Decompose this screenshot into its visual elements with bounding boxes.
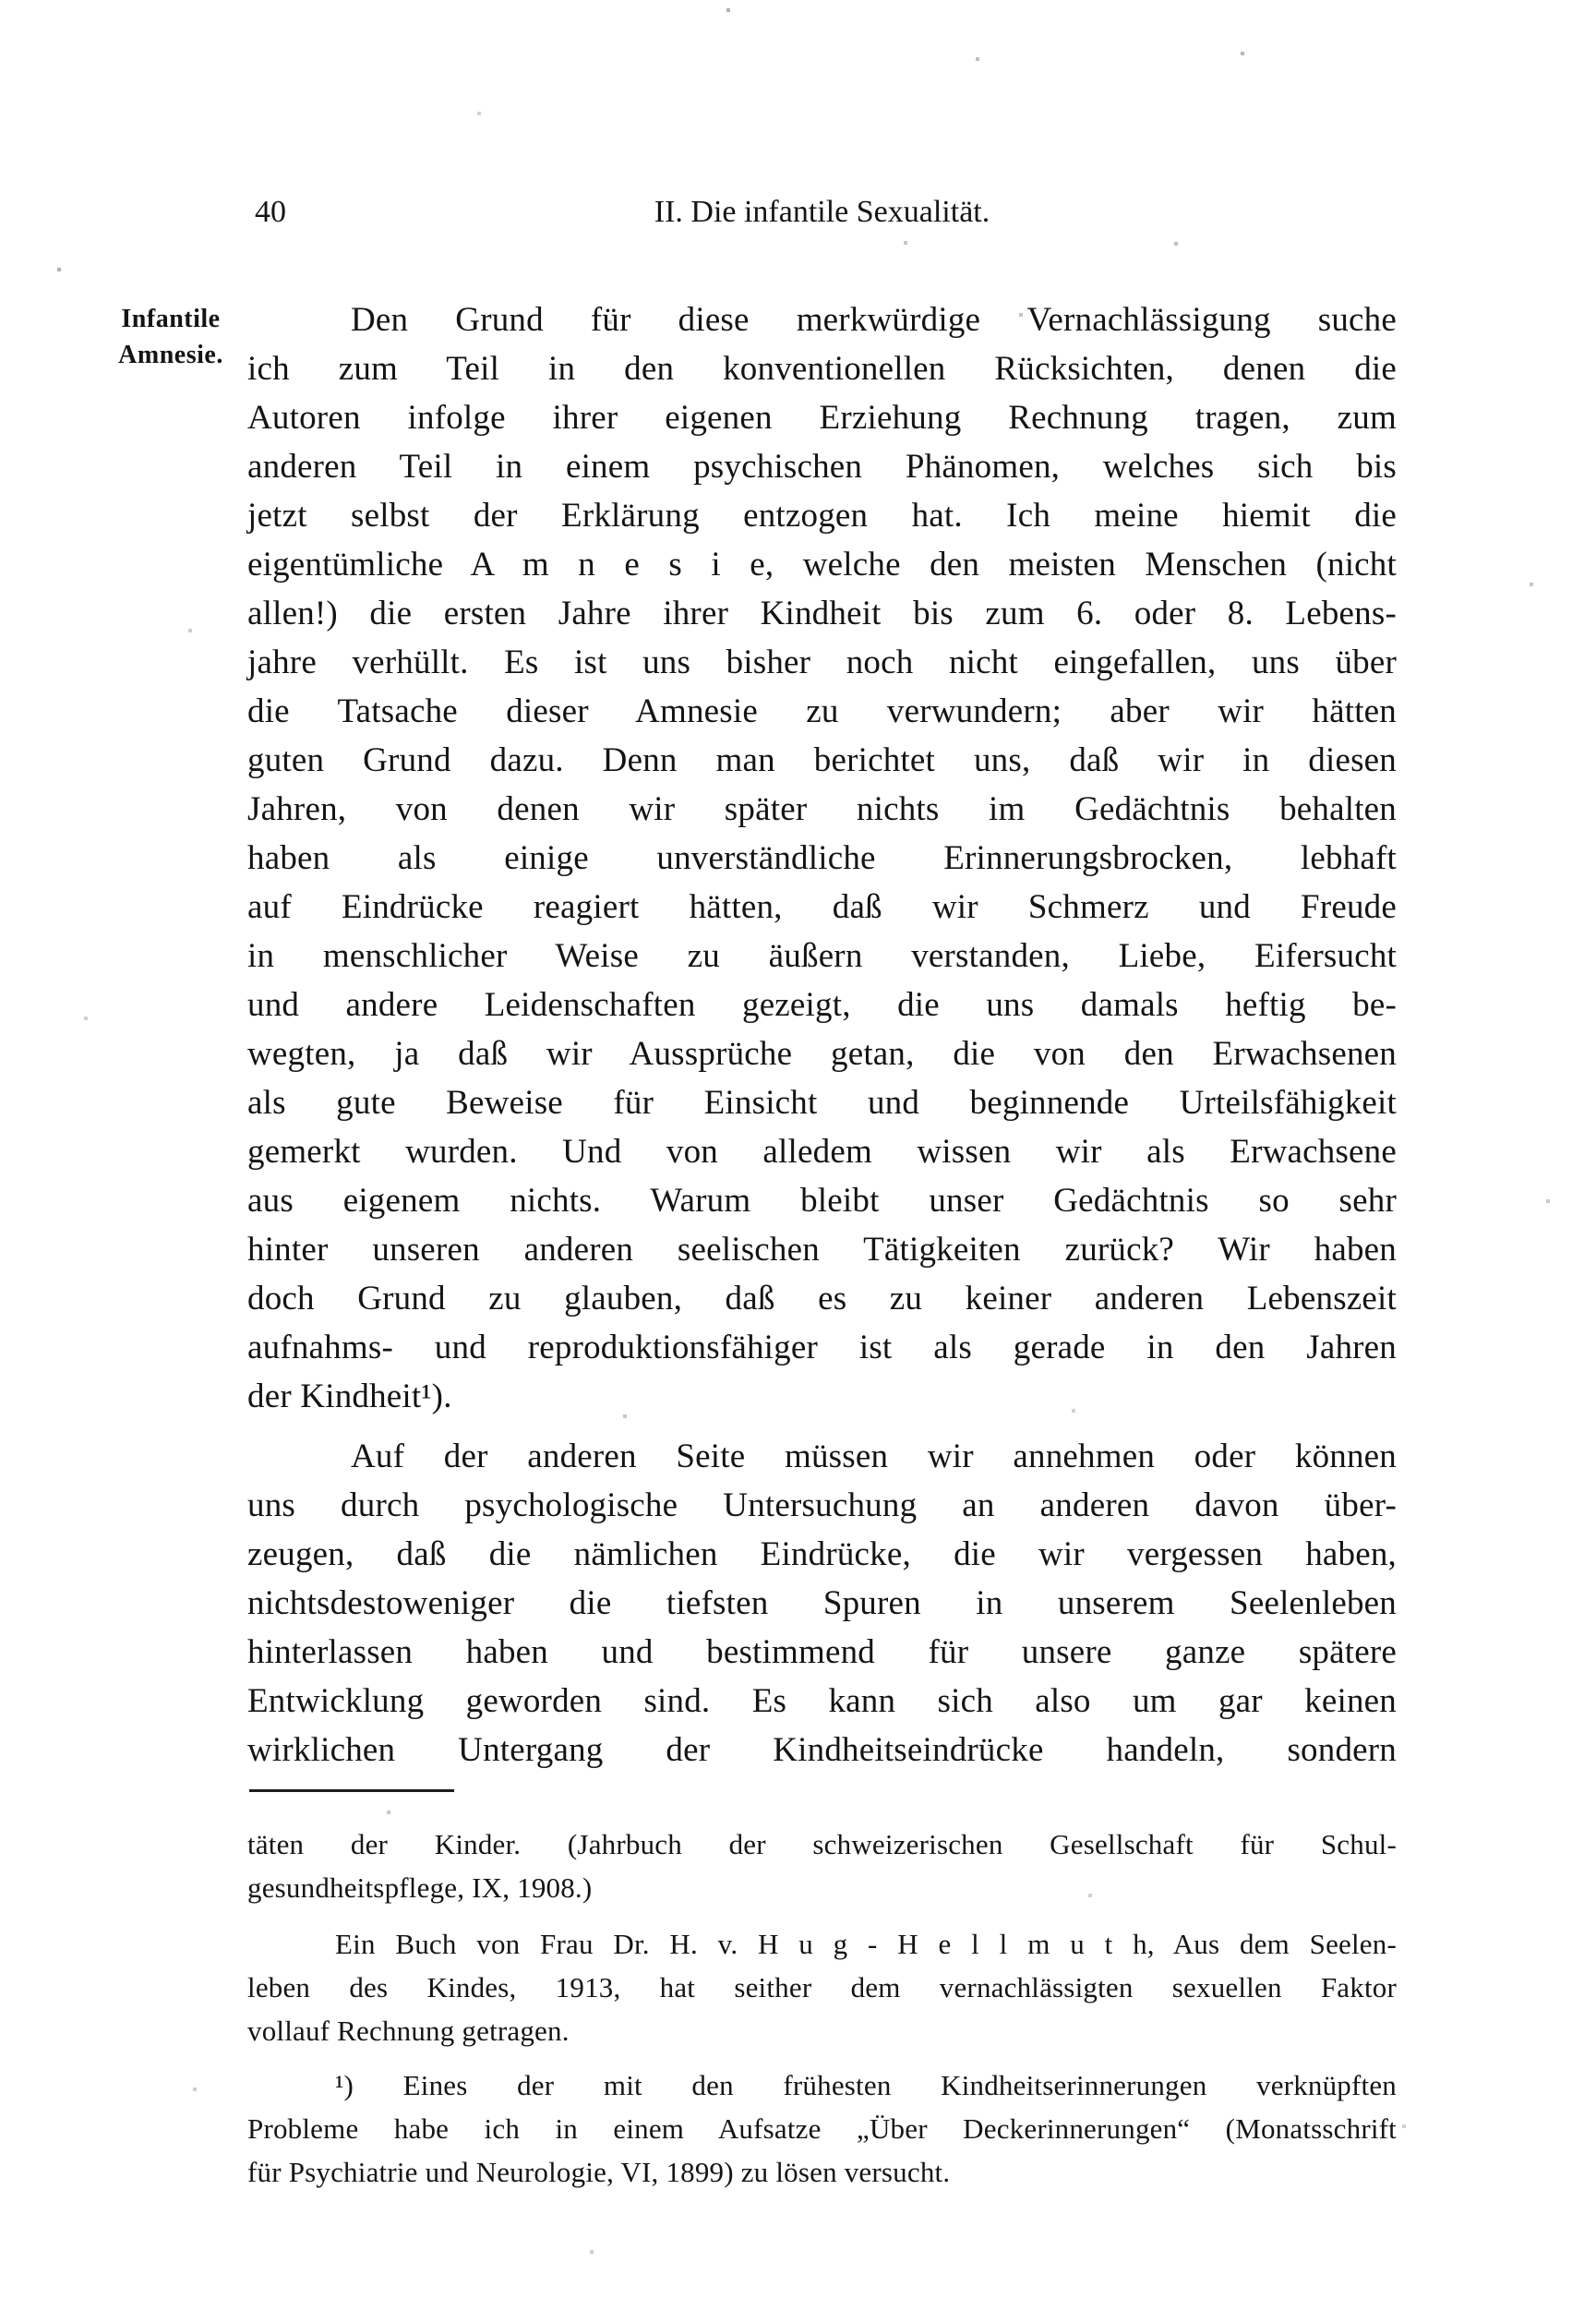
text-line: wirklichen Untergang der Kindheitseindrücke handeln, sondern — [247, 1731, 1397, 1769]
text-line: aufnahms- und reproduktionsfähiger ist als gerade in den Jahren — [247, 1329, 1397, 1366]
page-number: 40 — [255, 195, 286, 229]
footnote-line: für Psychiatrie und Neurologie, VI, 1899) zu lösen versucht. — [247, 2156, 951, 2188]
text-line: auf Eindrücke reagiert hätten, daß wir Schmerz und Freude — [247, 888, 1397, 926]
text-line: jahre verhüllt. Es ist uns bisher noch nicht eingefallen, uns über — [247, 644, 1397, 681]
footnote-line: täten der Kinder. (Jahrbuch der schweizerischen Gesellschaft für Schul- — [247, 1828, 1397, 1860]
text-line: in menschlicher Weise zu äußern verstanden, Liebe, Eifersucht — [247, 937, 1397, 975]
text-line: anderen Teil in einem psychischen Phänomen, welches sich bis — [247, 448, 1397, 486]
text-line: eigentümliche A m n e s i e, welche den meisten Menschen (nicht — [247, 546, 1397, 584]
text-line: Auf der anderen Seite müssen wir annehmen oder können — [351, 1438, 1397, 1475]
footnote-line: vollauf Rechnung getragen. — [247, 2015, 570, 2047]
paragraph-2 — [247, 1432, 1397, 1775]
footnote-line: ¹) Eines der mit den frühesten Kindheitserinnerungen verknüpften — [335, 2069, 1397, 2101]
text-line: uns durch psychologische Untersuchung an anderen davon über- — [247, 1486, 1397, 1524]
footnote-1 — [247, 2063, 1397, 2194]
text-line: allen!) die ersten Jahre ihrer Kindheit bis zum 6. oder 8. Lebens- — [247, 595, 1397, 632]
text-line: jetzt selbst der Erklärung entzogen hat. Ich meine hiemit die — [247, 497, 1397, 535]
footnote-line: Probleme habe ich in einem Aufsatze „Über Deckerinnerungen“ (Monatsschrift — [247, 2112, 1397, 2145]
text-line: nichtsdestoweniger die tiefsten Spuren in unserem Seelenleben — [247, 1584, 1397, 1622]
text-line: die Tatsache dieser Amnesie zu verwundern; aber wir hätten — [247, 692, 1397, 730]
footnote-line: Ein Buch von Frau Dr. H. v. H u g - H e l l m u t h, Aus dem Seelen- — [335, 1928, 1397, 1960]
text-line: hinter unseren anderen seelischen Tätigkeiten zurück? Wir haben — [247, 1231, 1397, 1269]
text-line: hinterlassen haben und bestimmend für unsere ganze spätere — [247, 1633, 1397, 1671]
text-line: Entwicklung geworden sind. Es kann sich also um gar keinen — [247, 1682, 1397, 1720]
footnotes — [247, 1823, 1397, 2194]
body-text — [247, 295, 1397, 2194]
text-line: zeugen, daß die nämlichen Eindrücke, die wir vergessen haben, — [247, 1535, 1397, 1573]
text-line: doch Grund zu glauben, daß es zu keiner anderen Lebenszeit — [247, 1280, 1397, 1317]
text-line: gemerkt wurden. Und von alledem wissen wir als Erwachsene — [247, 1133, 1397, 1171]
text-line: Autoren infolge ihrer eigenen Erziehung Rechnung tragen, zum — [247, 399, 1397, 437]
text-line: aus eigenem nichts. Warum bleibt unser Gedächtnis so sehr — [247, 1182, 1397, 1220]
text-line: Jahren, von denen wir später nichts im Gedächtnis behalten — [247, 790, 1397, 828]
text-line: Den Grund für diese merkwürdige Vernachlässigung suche — [351, 301, 1397, 339]
scan-speckles — [0, 0, 2, 2]
text-line: und andere Leidenschaften gezeigt, die uns damals heftig be- — [247, 986, 1397, 1024]
footnote-continuation — [247, 1823, 1397, 1909]
paragraph-1 — [247, 295, 1397, 1421]
footnote-line: leben des Kindes, 1913, hat seither dem vernachlässigten sexuellen Faktor — [247, 1971, 1397, 2003]
text-line: der Kindheit¹). — [247, 1378, 452, 1415]
text-line: ich zum Teil in den konventionellen Rücksichten, denen die — [247, 350, 1397, 388]
text-line: haben als einige unverständliche Erinnerungsbrocken, lebhaft — [247, 839, 1397, 877]
text-line: als gute Beweise für Einsicht und beginnende Urteilsfähigkeit — [247, 1084, 1397, 1122]
margin-note-line: Infantile — [121, 305, 221, 333]
margin-note-line: Amnesie. — [118, 341, 223, 369]
footnote-book-reference — [247, 1922, 1397, 2052]
text-line: guten Grund dazu. Denn man berichtet uns, daß wir in diesen — [247, 741, 1397, 779]
footnote-separator-rule — [249, 1789, 454, 1792]
footnote-line: gesundheitspflege, IX, 1908.) — [247, 1871, 593, 1904]
text-line: wegten, ja daß wir Aussprüche getan, die von den Erwachsenen — [247, 1035, 1397, 1073]
margin-note — [98, 301, 244, 373]
running-header: II. Die infantile Sexualität. — [654, 195, 990, 229]
